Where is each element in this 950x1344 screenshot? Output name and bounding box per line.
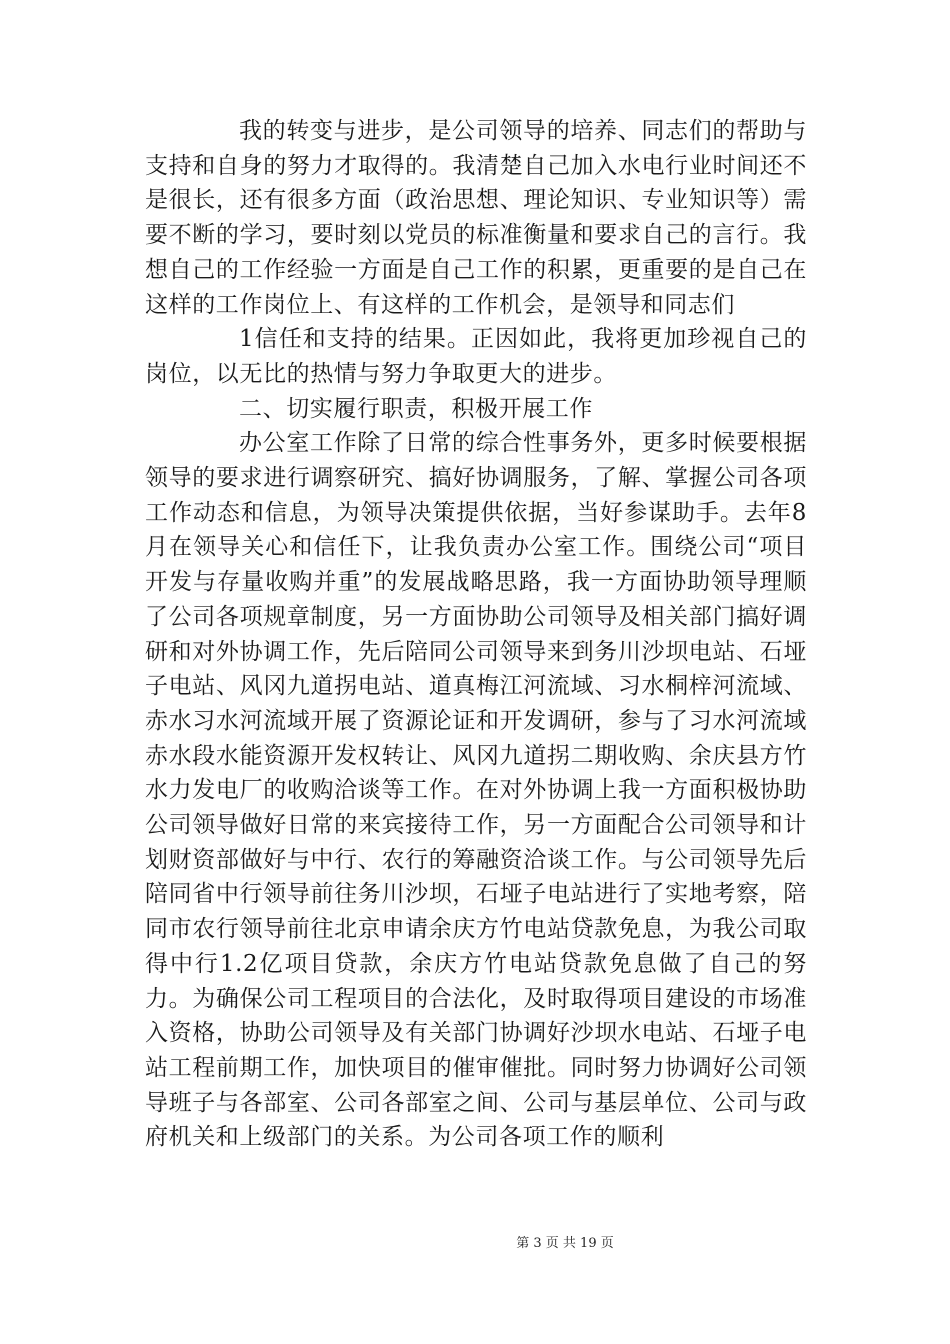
paragraph-trust: 1信任和支持的结果。正因如此，我将更加珍视自己的岗位，以无比的热情与努力争取更大的进步。: [145, 326, 807, 387]
page-number: 第 3 页 共 19 页: [516, 1236, 614, 1251]
paragraph-office-work: 办公室工作除了日常的综合性事务外，更多时候要根据领导的要求进行调察研究、搞好协调服务，了解、掌握公司各项工作动态和信息，为领导决策提供依据，当好参谋助手。去年8月在领导关心和信任下，让我负责办公室工作。围绕公司“项目开发与存量收购并重”的发展战略思路，我一方面协助领导理顺了公司各项规章制度，另一方面协助公司领导及相关部门搞好调研和对外协调工作，先后陪同公司领导来到务川沙坝电站、石垭子电站、风冈九道拐电站、道真梅江河流域、习水桐梓河流域、赤水习水河流域开展了资源论证和开发调研，参与了习水河流域赤水段水能资源开发权转让、风冈九道拐二期收购、余庆县方竹水力发电厂的收购洽谈等工作。在对外协调上我一方面积极协助公司领导做好日常的来宾接待工作，另一方面配合公司领导和计划财资部做好与中行、农行的筹融资洽谈工作。与公司领导先后陪同省中行领导前往务川沙坝，石垭子电站进行了实地考察，陪同市农行领导前往北京申请余庆方竹电站贷款免息，为我公司取得中行1.2亿项目贷款，余庆方竹电站贷款免息做了自己的努力。为确保公司工程项目的合法化，及时取得项目建设的市场准入资格，协助公司领导及有关部门协调好沙坝水电站、石垭子电站工程前期工作，加快项目的催审催批。同时努力协调好公司领导班子与各部室、公司各部室之间、公司与基层单位、公司与政府机关和上级部门的关系。为公司各项工作的顺利: [145, 430, 807, 1151]
section-heading: 二、切实履行职责，积极开展工作: [239, 395, 593, 422]
page-footer: [0, 1232, 950, 1251]
paragraph-progress: 我的转变与进步，是公司领导的培养、同志们的帮助与支持和自身的努力才取得的。我清楚自己加入水电行业时间还不是很长，还有很多方面（政治思想、理论知识、专业知识等）需要不断的学习，要时刻以党员的标准衡量和要求自己的言行。我想自己的工作经验一方面是自己工作的积累，更重要的是自己在这样的工作岗位上、有这样的工作机会，是领导和同志们: [145, 118, 807, 318]
document-body: [145, 114, 807, 1155]
